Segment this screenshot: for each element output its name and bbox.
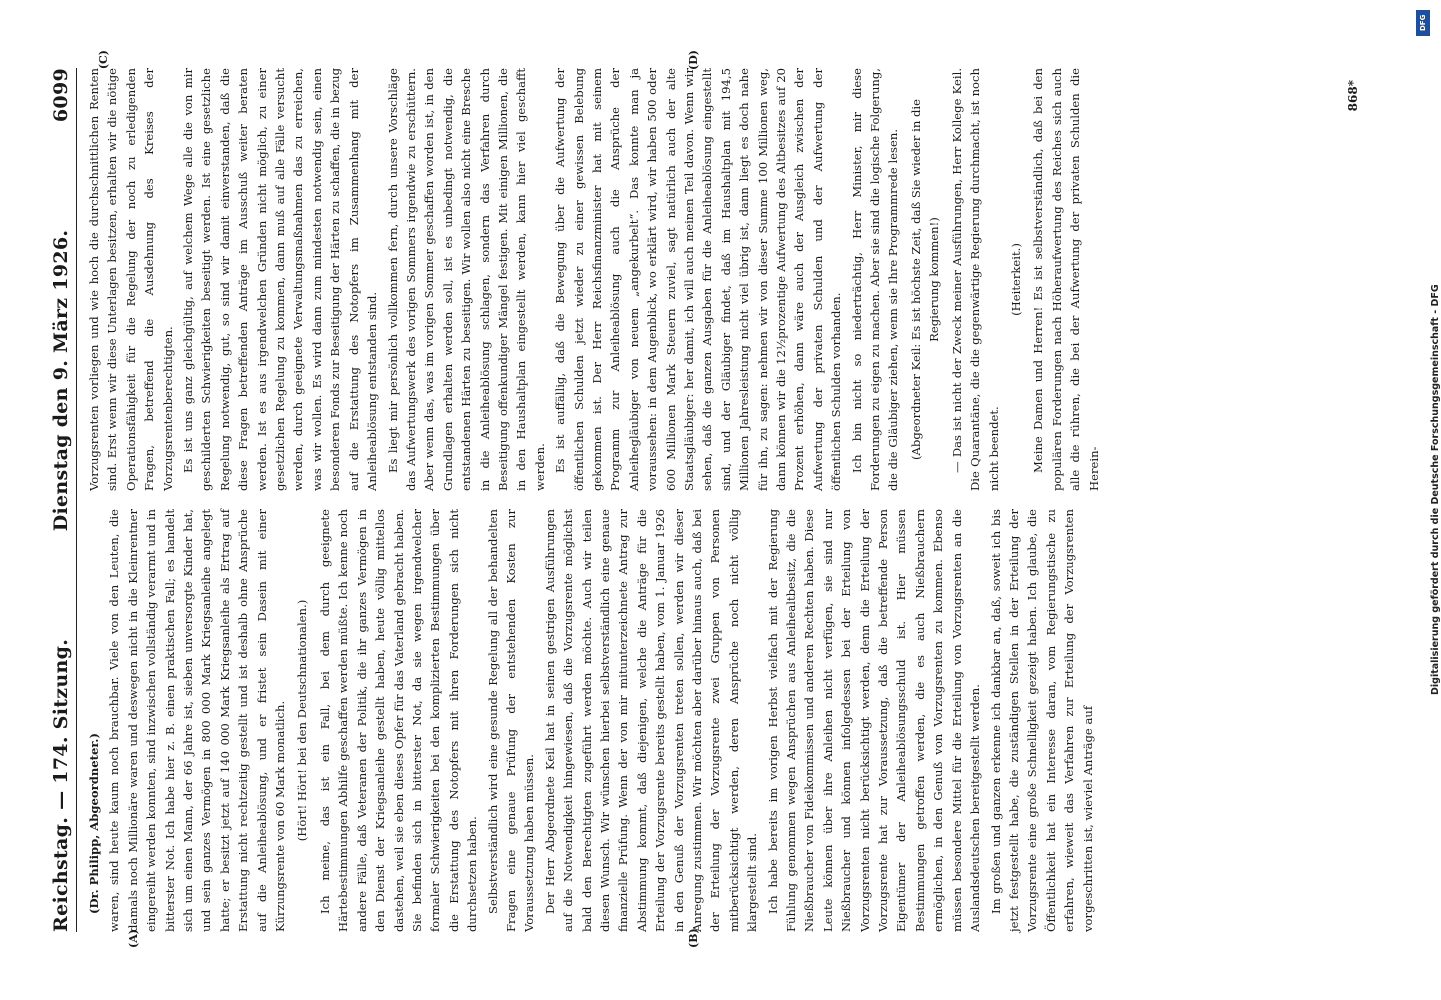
paragraph: waren, sind heute kaum noch brauchbar. Viele von den Leuten, die damals noch Millionäre waren und deswegen nicht in die Kleinrentner eingereiht werden konnten, sind inzwischen vollständig verarmt und in bitterster Not. Ich habe hier z. B. einen praktischen Fall; es handelt sich um einen Mann, der 66 Jahre ist, sieben unversorgte Kinder hat, und sein ganzes Vermögen in 800 000 Mark Kriegsanleihe angelegt hatte; er besitzt jetzt auf 140 000 Mark Kriegsanleihe als Ertrag auf Erstattung nicht rechtzeitig gestellt und ist deshalb ohne Ansprüche auf die Anleiheablösung, und er fristet sein Dasein mit einer Kürzungsrente von 60 Mark monatlich.	[107, 509, 288, 932]
paragraph: Vorzugsrenten vorliegen und wie hoch die durchschnittlichen Renten sind. Erst wenn wir diese Unterlagen besitzen, erhalten wir die nötige Operationsfähigkeit für die Regelung der noch zu erledigenden Fragen, betreffend die Ausdehnung des Kreises der Vorzugsrentenberechtigten.	[87, 68, 175, 491]
margin-marker-b: (B)	[687, 928, 700, 948]
page-number: 6099	[50, 68, 72, 123]
margin-marker-d: (D)	[687, 50, 700, 70]
header-session: Reichstag. — 174. Sitzung.	[50, 638, 72, 932]
left-column	[85, 509, 1105, 948]
paragraph: Ich bin nicht so niederträchtig, Herr Minister, mir diese Forderungen zu eigen zu machen. Aber sie sind die logische Folgerung, die die Gläubiger ziehen, wenn sie Ihre Programmrede lesen.	[849, 68, 901, 491]
paragraph: Es ist auffällig, daß die Bewegung über die Aufwertung der öffentlichen Schulden jetzt wieder zu einer gewissen Belebung gekommen ist. Der Herr Reichsfinanzminister hat mit seinem Programm zur Anleiheablösung auch die Ansprüche der Anleihegläubiger von neuem „angekurbelt“. Das konnte man ja voraussehen: in dem Augenblick, wo erklärt wird, wir haben 500 oder 600 Millionen Mark Steuern zuviel, sagt natürlich auch der alte Staatsgläubiger: her damit, ich will auch meinen Teil davon. Wenn wir sehen, daß die ganzen Ausgaben für die Anleiheablösung eingestellt sind, und der Gläubiger findet, daß im Haushaltplan mit 194,5 Millionen Jahresleistung nicht viel übrig ist, dann liegt es doch nahe für ihn, zu sagen: nehmen wir von dieser Summe 100 Millionen weg, dann können wir die 12½prozentige Aufwertung des Altbesitzes auf 20 Prozent erhöhen, dann wäre auch der Ausgleich zwischen der Aufwertung der privaten Schulden und der Aufwertung der öffentlichen Schulden vorhanden.	[553, 68, 844, 491]
speaker-name: (Dr. Philipp, Abgeordneter.)	[87, 733, 101, 914]
page-header	[50, 68, 77, 932]
paragraph: Meine Damen und Herren! Es ist selbstverständlich, daß bei den populären Forderungen nach Höheraufwertung des Reiches sich auch alle die rühren, die bei der Aufwertung der privaten Schulden die Herein-	[1031, 68, 1101, 491]
paragraph: Ich habe bereits im vorigen Herbst vielfach mit der Regierung Fühlung genommen wegen Ansprüchen aus Anleihealtbesitz, die die Nießbraucher von Fideikommissen und anderen Rechten haben. Diese Leute können über ihre Anleihen nicht verfügen, sie sind nur Nießbraucher und können infolgedessen bei der Erteilung von Vorzugsrenten nicht berücksichtigt werden, denn die Erteilung der Vorzugsrente hat zur Voraussetzung, daß die betreffende Person Eigentümer der Anleiheablösungsschuld ist. Hier müssen Bestimmungen getroffen werden, die es auch Nießbrauchern ermöglichen, in den Genuß von Vorzugsrenten zu kommen. Ebenso müssen besondere Mittel für die Erteilung von Vorzugsrenten an die Auslandsdeutschen bereitgestellt werden.	[765, 509, 983, 932]
header-date: Dienstag den 9. März 1926.	[50, 229, 72, 532]
paragraph: — Das ist nicht der Zweck meiner Ausführungen, Herr Kollege Keil. Die Quarantäne, die die gegenwärtige Regierung durchmacht, ist noch nicht beendet.	[949, 68, 1001, 491]
paragraph: Es ist uns ganz gleichgültig, auf welchem Wege alle die von mir geschilderten Schwierigkeiten beseitigt werden. Ist eine gesetzliche Regelung notwendig, gut, so sind wir damit einverstanden, daß die diese Fragen betreffenden Anträge im Ausschuß weiter beraten werden. Ist es aus irgendwelchen Gründen nicht möglich, zu einer gesetzlichen Regelung zu kommen, dann muß auf alle Fälle versucht werden, durch geeignete Verwaltungsmaßnahmen das zu erreichen, was wir wollen. Es wird dann zum mindesten notwendig sein, einen besonderen Fonds zur Beseitigung der Härten zu schaffen, die in bezug auf die Erstattung des Notopfers im Zusammenhang mit der Anleiheablösung entstanden sind.	[181, 68, 380, 491]
paragraph: Selbstverständlich wird eine gesunde Regelung all der behandelten Fragen eine genaue Prüfung der entstehenden Kosten zur Voraussetzung haben müssen.	[485, 509, 537, 932]
margin-marker-c: (C)	[97, 50, 110, 70]
dfg-sidebar	[1414, 0, 1441, 1000]
printer-signature: 868*	[1346, 80, 1360, 112]
interjection: (Heiterkeit.)	[1008, 243, 1023, 316]
margin-marker-a: (A)	[127, 929, 140, 948]
paragraph: Der Herr Abgeordnete Keil hat in seinen gestrigen Ausführungen auf die Notwendigkeit hingewiesen, daß die Vorzugsrente möglichst bald den Berechtigten zugeführt werden möchte. Auch wir teilen diesen Wunsch. Wir wünschen hierbei selbstverständlich eine genaue finanzielle Prüfung. Wenn der von mir mitunterzeichnete Antrag zur Abstimmung kommt, daß diejenigen, welche die Anträge für die Erteilung der Vorzugsrente bereits gestellt haben, vom 1. Januar 1926 in den Genuß der Vorzugsrenten treten sollen, werden wir dieser Anregung zustimmen. Wir möchten aber darüber hinaus auch, daß bei der Erteilung der Vorzugsrente zwei Gruppen von Personen mitberücksichtigt werden, deren Ansprüche noch nicht völlig klargestellt sind.	[542, 509, 760, 932]
paragraph: Im großen und ganzen erkenne ich dankbar an, daß, soweit ich bis jetzt festgestellt habe, die zuständigen Stellen in der Erteilung der Vorzugsrente eine große Schnelligkeit gezeigt haben. Ich glaube, die Öffentlichkeit hat ein Interesse daran, vom Regierungstische zu erfahren, wieweit das Verfahren zur Erteilung der Vorzugsrenten vorgeschritten ist, wieviel Anträge auf	[988, 509, 1095, 932]
paragraph: Es liegt mir persönlich vollkommen fern, durch unsere Vorschläge das Aufwertungswerk des vorigen Sommers irgendwie zu erschüttern. Aber wenn das, was im vorigen Sommer geschaffen worden ist, in den Grundlagen erhalten werden soll, ist es unbedingt notwendig, die entstandenen Härten zu beseitigen. Wir wollen also nicht eine Bresche in die Anleiheablösung schlagen, sondern das Verfahren durch Beseitigung offenkundiger Mängel festigen. Mit einigen Millionen, die in den Haushaltplan eingestellt werden, kann hier viel geschafft werden.	[385, 68, 547, 491]
document-page	[40, 50, 1380, 950]
paragraph: Ich meine, das ist ein Fall, bei dem durch geeignete Härtebestimmungen Abhilfe geschaffen werden müßte. Ich kenne noch andere Fälle, daß Veteranen der Politik, die ihr ganzes Vermögen in den Dienst der Kriegsanleihe gestellt haben, heute völlig mittellos dastehen, weil sie eben dieses Opfer für das Vaterland gebracht haben. Sie befinden sich in bitterster Not, da sie wegen irgendwelcher formaler Schwierigkeiten bei den komplizierten Bestimmungen über die Erstattung des Notopfers mit ihren Forderungen sich nicht durchsetzen haben.	[317, 509, 480, 932]
right-column	[85, 50, 1105, 491]
digitization-note: Digitalisierung gefördert durch die Deutsche Forschungsgemeinschaft - DFG	[1430, 284, 1441, 695]
interjection: (Abgeordneter Keil: Es ist höchste Zeit, daß Sie wieder in die Regierung kommen!)	[908, 99, 942, 460]
dfg-logo-icon: DFG	[1416, 10, 1430, 36]
interjection: (Hört! Hört! bei den Deutschnationalen.)	[295, 599, 310, 842]
